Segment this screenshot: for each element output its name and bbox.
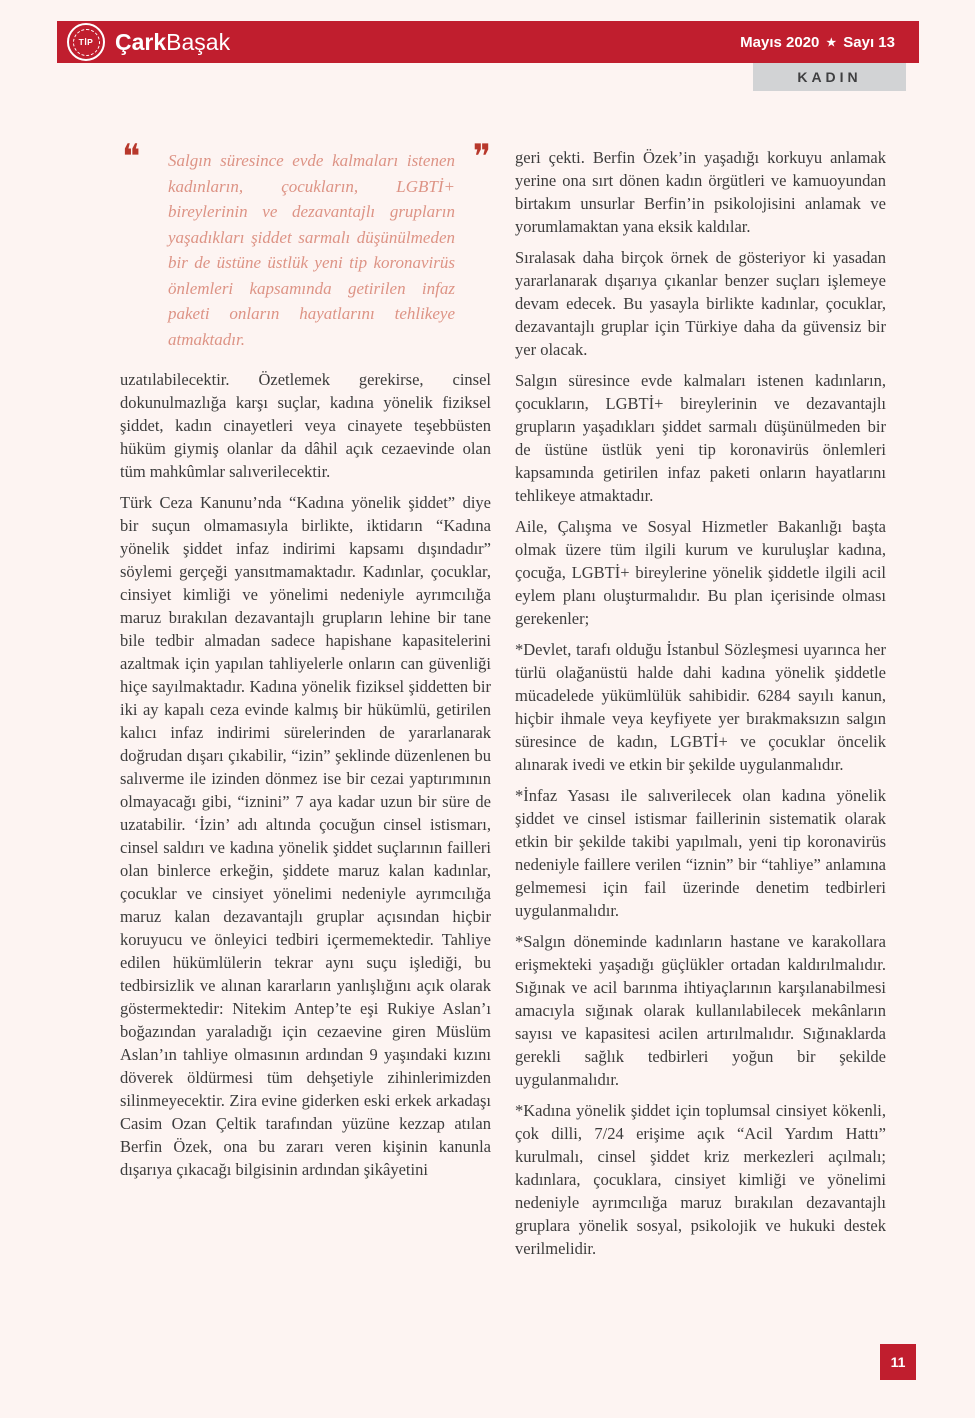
body-paragraph: uzatılabilecektir. Özetlemek gerekirse, cinsel dokunulmazlığa karşı suçlar, kadına yönelik fiziksel şiddet, kadın cinayetleri veya cinayete teşebbüsten hüküm giymiş olanlar da dâhil açık cezaevinde olan tüm mahkûmlar salıverilecektir. <box>120 370 491 481</box>
brand-title-regular: Başak <box>166 28 231 55</box>
body-paragraph: Aile, Çalışma ve Sosyal Hizmetler Bakanlığı başta olmak üzere tüm ilgili kurum ve kuruluşlar kadına, çocuğa, LGBTİ+ bireylerine yönelik şiddetle ilgili acil eylem planı oluşturmalıdır. Bu plan içerisinde olması gerekenler; <box>515 517 886 628</box>
header-bar <box>57 21 919 63</box>
pull-quote-text: Salgın süresince evde kalmaları istenen kadınların, çocukların, LGBTİ+ bireylerinin ve dezavantajlı grupların yaşadıkları şiddet sarmalı düşünülmeden bir de üstüne üstlük yeni tip koronavirüs önlemleri kapsamında getirilen infaz paketi onların hayatlarını tehlikeye atmaktadır. <box>168 151 455 349</box>
tip-party-logo-icon <box>67 23 105 61</box>
body-paragraph: *İnfaz Yasası ile salıverilecek olan kadına yönelik şiddet ve cinsel istismar faillerinin sistematik olarak etkin bir şekilde takibi yapılmalı, yeni tip koronavirüs nedeniyle faillere verilen “iznin” bir “tahliye” anlamına gelmemesi için fail üzerinde denetim tedbirleri uygulanmalıdır. <box>515 786 886 920</box>
body-paragraph: *Kadına yönelik şiddet için toplumsal cinsiyet kökenli, çok dilli, 7/24 erişime açık “Acil Yardım Hattı” kurulmalı, cinsel şiddet kriz merkezleri açılmalı; kadınlara, çocuklara, cinsiyet kimliği ve yönelimi nedeniyle ayrımcılığa maruz bırakılan dezavantajlı gruplara yönelik sosyal, psikolojik ve hukuki destek verilmelidir. <box>515 1101 886 1258</box>
body-paragraph: *Salgın döneminde kadınların hastane ve karakollara erişmekteki yaşadığı güçlükler ortadan kaldırılmalıdır. Sığınak ve acil barınma ihtiyaçlarının karşılanabilmesi amacıyla sığınak olarak kullanılabilecek mekânların sayısı ve kapasitesi acilen artırılmalıdır. Sığınaklarda gerekli sağlık tedbirleri yoğun bir şekilde uygulanmalıdır. <box>515 932 886 1089</box>
issue-info <box>740 34 895 51</box>
issue-date: Mayıs 2020 <box>740 33 820 51</box>
brand-title-bold: Çark <box>115 28 167 55</box>
pull-quote <box>120 137 491 352</box>
body-paragraph: Salgın süresince evde kalmaları istenen kadınların, çocukların, LGBTİ+ bireylerinin ve dezavantajlı grupların yaşadıkları şiddet sarmalı düşünülmeden bir de üstüne üstlük yeni tip koronavirüs önlemleri kapsamında getirilen infaz paketi onların hayatlarını tehlikeye atmaktadır. <box>515 371 886 505</box>
open-quote-icon: ❝ <box>122 137 141 177</box>
body-paragraph: *Devlet, tarafı olduğu İstanbul Sözleşmesi uyarınca her türlü olağanüstü halde dahi kadına yönelik şiddetle mücadelede yükümlülük sahibidir. 6284 sayılı kanun, hiçbir ihmale veya keyfiyete yer bırakmaksızın salgın süresince de kadın, LGBTİ+ ve çocuklar öncelik alınarak ivedi ve etkin bir şekilde uygulanmalıdır. <box>515 640 886 774</box>
section-label-text: KADIN <box>797 69 862 85</box>
tip-logo-emblem <box>73 29 100 56</box>
issue-number: Sayı 13 <box>843 33 895 51</box>
article-body <box>120 137 886 1268</box>
section-label-kadin <box>753 63 906 91</box>
close-quote-icon: ❞ <box>472 137 491 177</box>
page-number: 11 <box>890 1354 906 1370</box>
body-paragraph: Sıralasak daha birçok örnek de gösteriyor ki yasadan yararlanarak dışarıya çıkanlar benzer suçları işlemeye devam edecek. Bu yasayla birlikte kadınlar, çocuklar, dezavantajlı gruplar için Türkiye daha da güvensiz bir yer olacak. <box>515 248 886 359</box>
brand <box>67 23 230 61</box>
brand-title <box>115 28 231 55</box>
body-paragraph: Türk Ceza Kanunu’nda “Kadına yönelik şiddet” diye bir suçun olmamasıyla birlikte, iktidarın “Kadına yönelik şiddet infaz indirimi kapsamı dışındadır” söylemi gerçeği yansıtmamaktadır. Kadınlar, çocuklar, cinsiyet kimliği ve yönelimi nedeniyle ayrımcılığa maruz bırakılan dezavantajlı grupların lehine bir tane bile tedbir almadan sadece hapishane kapasitelerini azaltmak için yapılan tahliyelerle onların can güvenliği hiçe sayılmaktadır. Kadına yönelik fiziksel şiddetten bir iki ay kapalı ceza evinde kalmış bir hükümlü, getirilen kalıcı infaz indirimi sürelerinden de yararlanarak doğrudan dışarı çıkabilir, “izin” şeklinde düzenlenen bu salıverme ile izinden dönmez ise bir cezai yaptırımının olmayacağı gibi, “iznini” 7 aya kadar uzun bir süre de uzatabilir. ‘İzin’ adı altında çocuğun cinsel istismarı, cinsel saldırı ve kadına yönelik şiddet suçlarının failleri olan binlerce erkeğin, şiddete maruz kalan kadınlar, çocuklar ve cinsiyet yönelimi nedeniyle ayrımcılığa maruz kalan dezavantajlı gruplar açısından hiçbir koruyucu ve önleyici tedbiri içermemektedir. Tahliye edilen hükümlülerin tekrar aynı suçu işlediği, bu tedbirsizlik ve alınan kararların yanlışlığını açık olarak göstermektedir: Nitekim Antep’te eşi Rukiye Aslan’ı boğazından yaraladığı için cezaevine giren Müslüm Aslan’ın tahliye olmasının ardından 9 yaşındaki kızını döverek öldürmesi tüm dehşetiyle zihinlerimizden silinmeyecektir. Zira evine giderken eski erkek arkadaşı Casim Ozan Çeltik tarafından yüzüne kezzap atılan Berfin Özek, ona bu zararı veren kişinin kanunla dışarıya çıkacağı bilgisinin ardından şikâyetini <box>120 493 491 1179</box>
page-number-badge <box>880 1344 916 1380</box>
right-column <box>515 146 886 1268</box>
star-icon: ★ <box>826 36 837 49</box>
tip-logo-text: TİP <box>78 37 94 47</box>
left-column <box>120 137 491 1268</box>
body-paragraph: geri çekti. Berfin Özek’in yaşadığı korkuyu anlamak yerine ona sırt dönen kadın örgütleri ve kamuoyundan birtakım unsurlar Berfin’in psikolojisini anlamak ve yorumlamaktan yana eksik kaldılar. <box>515 148 886 236</box>
